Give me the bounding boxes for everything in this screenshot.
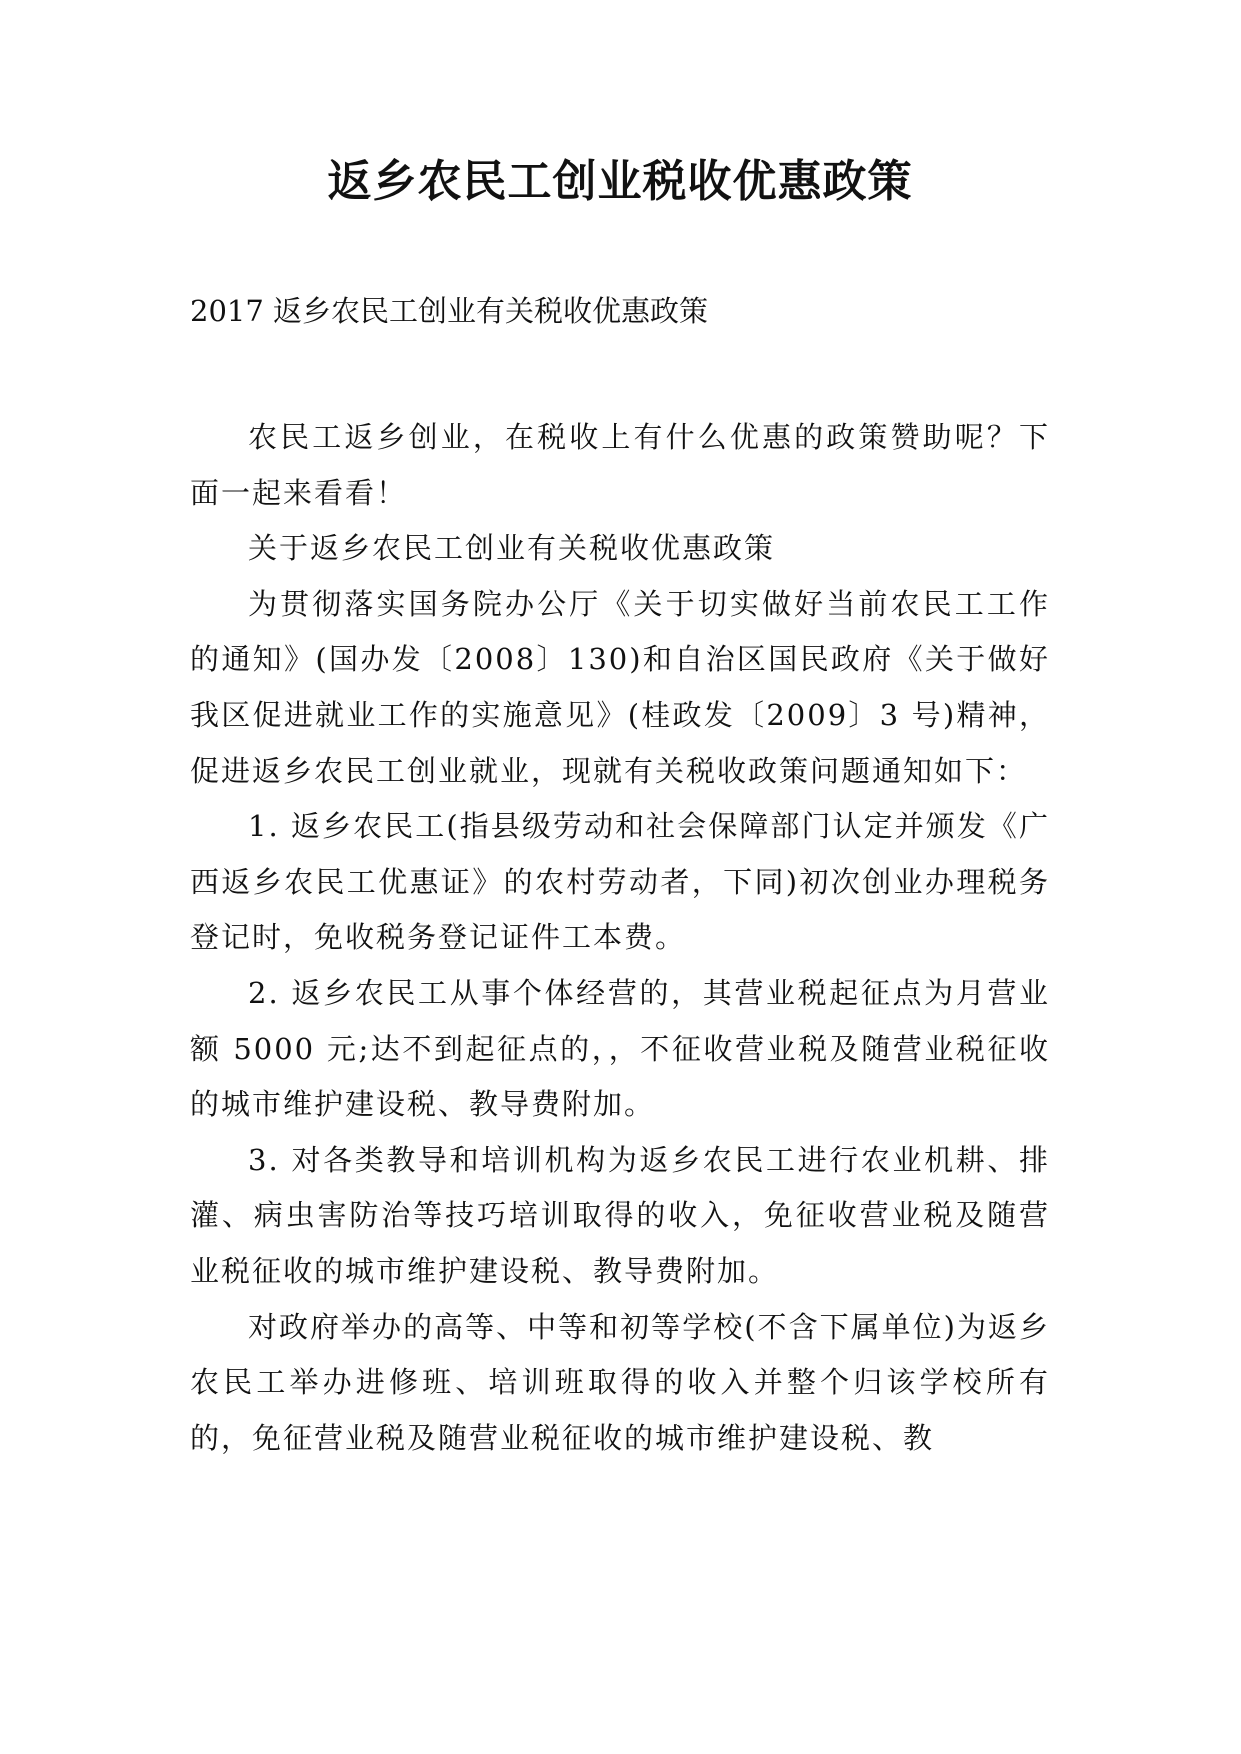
document-subtitle: 2017 返乡农民工创业有关税收优惠政策: [190, 294, 709, 328]
document-title: 返乡农民工创业税收优惠政策: [327, 156, 913, 207]
paragraph-schools: 对政府举办的高等、中等和初等学校(不含下属单位)为返乡农民工举办进修班、培训班取得的收入并整个归该学校所有的，免征营业税及随营业税征收的城市维护建设税、教: [190, 1309, 1050, 1455]
paragraph-item-1: 1. 返乡农民工(指县级劳动和社会保障部门认定并颁发《广西返乡农民工优惠证》的农村劳动者，下同)初次创业办理税务登记时，免收税务登记证件工本费。: [190, 809, 1050, 955]
paragraph-item-3: 3. 对各类教导和培训机构为返乡农民工进行农业机耕、排灌、病虫害防治等技巧培训取得的收入，免征收营业税及随营业税征收的城市维护建设税、教导费附加。: [190, 1142, 1050, 1288]
paragraph-heading: 关于返乡农民工创业有关税收优惠政策: [248, 531, 776, 566]
paragraph-intro: 农民工返乡创业，在税收上有什么优惠的政策赞助呢？下面一起来看看！: [190, 420, 1050, 510]
paragraph-preamble: 为贯彻落实国务院办公厅《关于切实做好当前农民工工作的通知》(国办发〔2008〕130)和自治区国民政府《关于做好我区促进就业工作的实施意见》(桂政发〔2009〕3 号)精神，促进返乡农民工创业就业，现就有关税收政策问题通知如下：: [190, 586, 1050, 788]
document-body: [190, 410, 1050, 1466]
paragraph-item-2: 2. 返乡农民工从事个体经营的，其营业税起征点为月营业额 5000 元;达不到起征点的，，不征收营业税及随营业税征收的城市维护建设税、教导费附加。: [190, 975, 1050, 1122]
